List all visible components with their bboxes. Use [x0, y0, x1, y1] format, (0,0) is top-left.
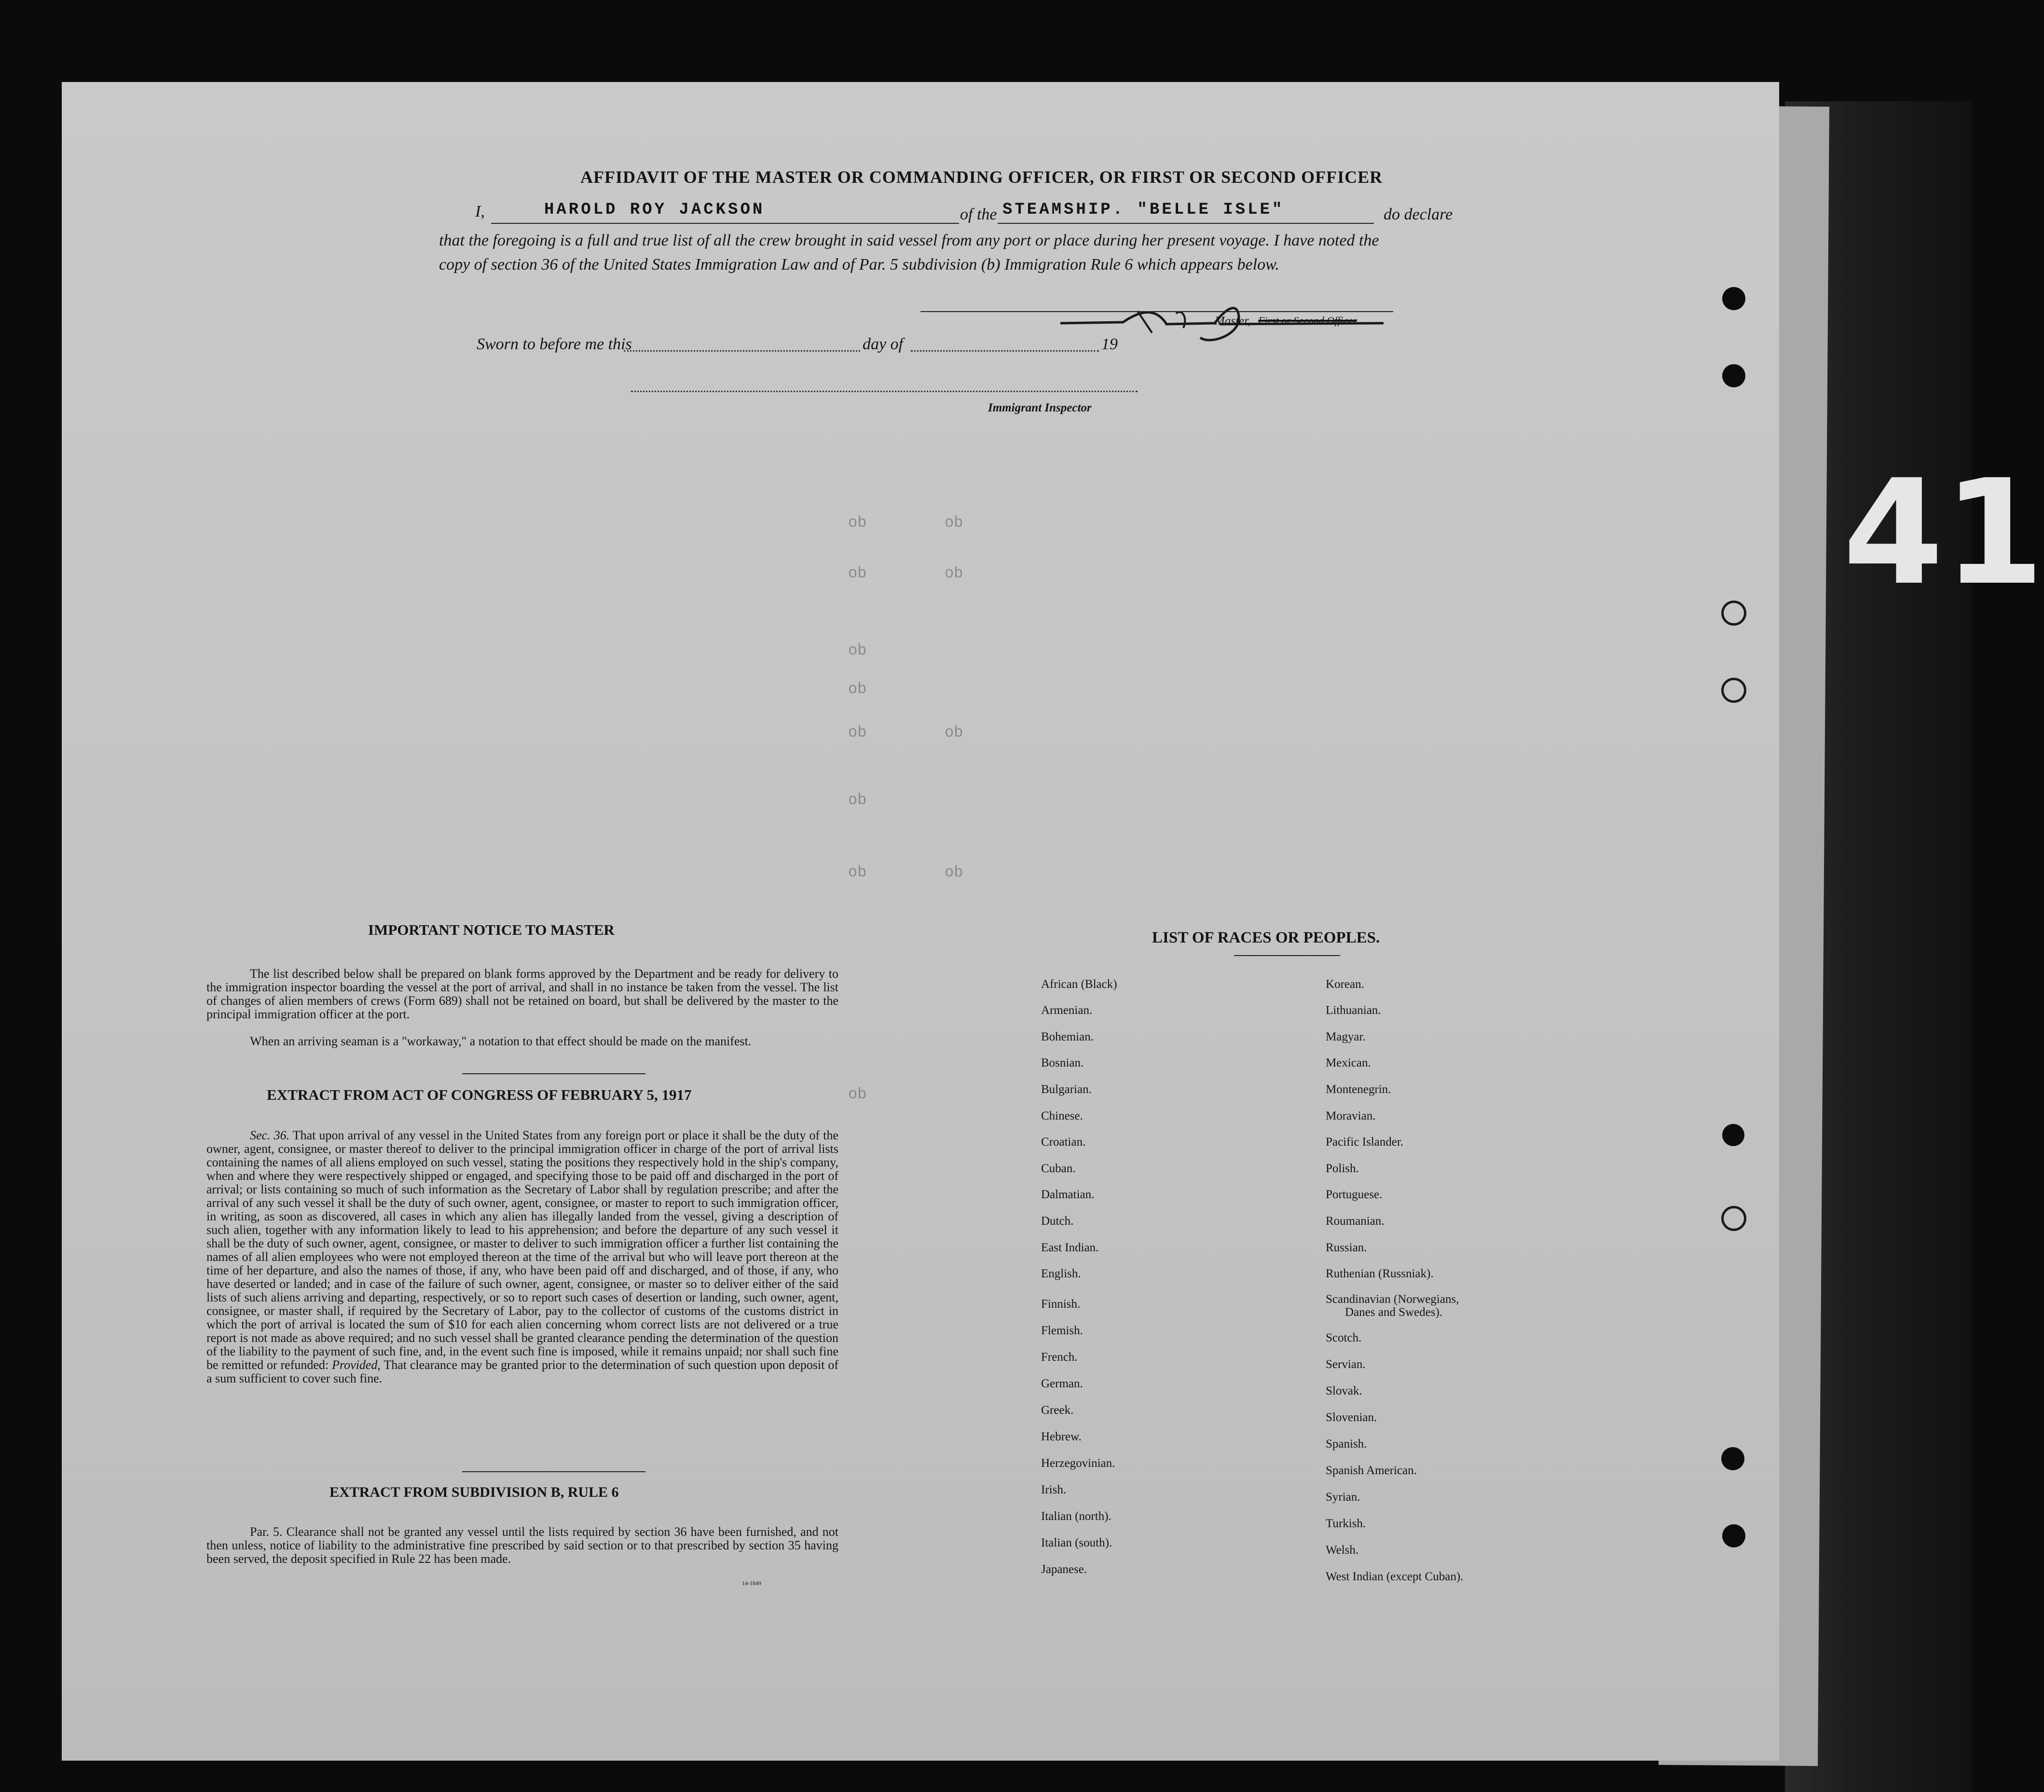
- race-item: Mexican.: [1326, 1056, 1371, 1069]
- do-declare-label: do declare: [1384, 205, 1453, 223]
- bleed-through-text: do: [848, 564, 867, 582]
- race-item: Irish.: [1041, 1483, 1067, 1496]
- notice-paragraph-1: The list described below shall be prepared on blank forms approved by the Department and be ready for delivery to the immigration inspector boarding the vessel at the port of arrival, and shall in no instance be taken from the vessel. The list of changes of alien members of crews (Form 689) shall not be retained on board, but shall be delivered by the master to the principal immigration officer at the port.: [206, 967, 838, 1021]
- race-item: Turkish.: [1326, 1517, 1366, 1530]
- race-item: Lithuanian.: [1326, 1004, 1381, 1017]
- race-item: Pacific Islander.: [1326, 1135, 1404, 1149]
- race-item: Greek.: [1041, 1404, 1074, 1417]
- binder-hole: [1722, 1524, 1745, 1547]
- race-item: Korean.: [1326, 978, 1364, 991]
- notice-title: IMPORTANT NOTICE TO MASTER: [368, 921, 615, 938]
- race-item: Italian (north).: [1041, 1510, 1111, 1523]
- inspector-signature-line: [631, 391, 1138, 392]
- manifest-page: [62, 82, 1779, 1761]
- race-item: Moravian.: [1326, 1109, 1376, 1122]
- bleed-through-text: do: [848, 863, 867, 881]
- affidavit-body-line1: that the foregoing is a full and true list of all the crew brought in said vessel from any port or place during her present voyage. I have noted the: [439, 232, 1379, 249]
- race-item: German.: [1041, 1377, 1083, 1390]
- race-item: Cuban.: [1041, 1162, 1076, 1175]
- race-item: Bohemian.: [1041, 1030, 1094, 1043]
- affidavit-title: AFFIDAVIT OF THE MASTER OR COMMANDING OFFICER, OR FIRST OR SECOND OFFICER: [580, 167, 1383, 187]
- race-item: Croatian.: [1041, 1135, 1086, 1149]
- race-item: Welsh.: [1326, 1544, 1359, 1557]
- race-item: Portuguese.: [1326, 1188, 1383, 1201]
- master-label: Master,: [1215, 315, 1251, 328]
- race-item: Scotch.: [1326, 1331, 1362, 1344]
- handwritten-margin-number: 41: [1843, 449, 2044, 617]
- vessel-underline: [998, 223, 1374, 224]
- race-item: Spanish American.: [1326, 1464, 1417, 1477]
- binder-hole: [1721, 601, 1746, 626]
- section-divider: [462, 1471, 645, 1472]
- binder-hole: [1721, 1206, 1746, 1231]
- race-item: Servian.: [1326, 1358, 1366, 1371]
- day-of-label: day of: [863, 335, 904, 353]
- act-extract-title: EXTRACT FROM ACT OF CONGRESS OF FEBRUARY 5, 1917: [267, 1086, 692, 1103]
- race-item: Spanish.: [1326, 1437, 1367, 1450]
- race-item: Ruthenian (Russniak).: [1326, 1267, 1434, 1280]
- form-number: 14-1849: [742, 1580, 761, 1587]
- race-item: East Indian.: [1041, 1241, 1099, 1254]
- rule-extract-body: Par. 5. Clearance shall not be granted any vessel until the lists required by section 36 have been furnished, and not then unless, notice of liability to the administrative fine prescribed by said section or to that prescribed by section 35 having been served, the deposit specified in Rule 22 has been made.: [206, 1525, 838, 1566]
- race-item: Roumanian.: [1326, 1215, 1385, 1228]
- race-item: Polish.: [1326, 1162, 1359, 1175]
- bleed-through-text: do: [945, 514, 963, 532]
- race-item: African (Black): [1041, 978, 1117, 991]
- name-underline: [491, 223, 959, 224]
- signature-line: [920, 311, 1393, 312]
- race-item: Armenian.: [1041, 1004, 1093, 1017]
- master-name: HAROLD ROY JACKSON: [544, 201, 765, 219]
- race-item: Flemish.: [1041, 1324, 1083, 1337]
- of-the-label: of the: [960, 205, 997, 223]
- race-item: Danes and Swedes).: [1345, 1306, 1443, 1319]
- bleed-through-text: do: [848, 680, 867, 698]
- act-extract-body: [206, 1129, 838, 1385]
- race-item: Slovak.: [1326, 1384, 1362, 1397]
- binder-hole: [1722, 364, 1745, 387]
- affidavit-i-label: I,: [475, 203, 485, 220]
- race-item: Slovenian.: [1326, 1411, 1377, 1424]
- rule-extract-title: EXTRACT FROM SUBDIVISION B, RULE 6: [329, 1484, 619, 1500]
- sworn-day-line: [624, 350, 860, 352]
- binder-hole: [1721, 1447, 1744, 1470]
- race-item: French.: [1041, 1351, 1078, 1364]
- year-label: 19: [1101, 335, 1118, 353]
- race-item: Magyar.: [1326, 1030, 1366, 1043]
- bleed-through-text: do: [848, 791, 867, 809]
- sworn-month-line: [911, 350, 1099, 352]
- bleed-through-text: do: [945, 564, 963, 582]
- race-item: Japanese.: [1041, 1563, 1087, 1576]
- bleed-through-text: do: [945, 863, 963, 881]
- notice-paragraph-2: When an arriving seaman is a "workaway," a notation to that effect should be made on the manifest.: [250, 1034, 752, 1048]
- act-body-part-a: That upon arrival of any vessel in the United States from any foreign port or place it shall be the duty of the owner, agent, consignee, or master thereof to deliver to the principal immigration officer in charge of the port of arrival lists containing the names of all aliens employed on such vessel, stating the positions they respectively hold in the ship's company, when and where they were respectively shipped or engaged, and specifying those to be paid off and discharged in the port of arrival; or lists containing so much of such information as the Secretary of Labor shall by regulation prescribe; and after the arrival of any such vessel it shall be the duty of such owner, agent, consignee, or master to report to such immigration officer, in writing, as soon as discovered, all cases in which any alien has illegally landed from the vessel, giving a description of such alien, together with any information likely to lead to his apprehension; and before the departure of any such vessel it shall be the duty of such owner, agent, consignee, or master to deliver to such immigration officer a further list containing the names of all alien employees who were not employed thereon at the time of the arrival but who will leave port thereon at the time of her departure, and also the names of those, if any, who have been paid off and discharged, and of those, if any, who have deserted or landed; and in case of the failure of such owner, agent, consignee, or master so to deliver either of the said lists of such aliens arriving and departing, respectively, or so to report such cases of desertion or landing, such owner, agent, consignee, or master shall, if required by the Secretary of Labor, pay to the collector of customs of the customs district in which the port of arrival is located the sum of $10 for each alien concerning whom correct lists are not delivered or a true report is not made as above required; and no such vessel shall be granted clearance pending the determination of the question of the liability to the payment of such fine, and, in the event such fine is imposed, while it remains unpaid; nor shall such fine be remitted or refunded:: [206, 1128, 838, 1372]
- race-item: Hebrew.: [1041, 1430, 1082, 1443]
- bleed-through-text: do: [848, 642, 867, 659]
- binder-hole: [1722, 287, 1745, 310]
- bleed-through-text: do: [848, 514, 867, 532]
- race-item: Bosnian.: [1041, 1056, 1084, 1069]
- section-label: Sec. 36.: [250, 1128, 290, 1142]
- bleed-through-text: do: [848, 1085, 867, 1103]
- race-item: Scandinavian (Norwegians,: [1326, 1293, 1459, 1306]
- race-item: English.: [1041, 1267, 1081, 1280]
- binder-hole: [1721, 678, 1746, 703]
- race-item: Herzegovinian.: [1041, 1457, 1115, 1470]
- races-title-underline: [1234, 955, 1340, 956]
- act-body-part-b: That clearance may be granted prior to the determination of such question upon deposit of a sum sufficient to cover such fine.: [206, 1358, 839, 1385]
- race-item: Syrian.: [1326, 1491, 1360, 1504]
- race-item: Finnish.: [1041, 1298, 1081, 1311]
- bleed-through-text: do: [945, 724, 963, 741]
- race-item: Bulgarian.: [1041, 1083, 1092, 1096]
- affidavit-body-line2: copy of section 36 of the United States Immigration Law and of Par. 5 subdivision (b) Immigration Rule 6 which appears below.: [439, 256, 1279, 274]
- race-item: Dalmatian.: [1041, 1188, 1095, 1201]
- binder-hole: [1722, 1124, 1744, 1146]
- race-item: Italian (south).: [1041, 1536, 1112, 1549]
- bleed-through-text: do: [848, 724, 867, 741]
- struck-officer-label: First or Second Officer: [1258, 315, 1357, 327]
- section-divider: [462, 1073, 645, 1074]
- sworn-label: Sworn to before me this: [477, 335, 632, 353]
- provided-label: Provided,: [332, 1358, 381, 1372]
- race-item: Chinese.: [1041, 1109, 1083, 1122]
- races-title: LIST OF RACES OR PEOPLES.: [1152, 929, 1380, 946]
- vessel-name: STEAMSHIP. "BELLE ISLE": [1002, 201, 1285, 219]
- race-item: Russian.: [1326, 1241, 1367, 1254]
- race-item: West Indian (except Cuban).: [1326, 1570, 1464, 1583]
- race-item: Montenegrin.: [1326, 1083, 1391, 1096]
- race-item: Dutch.: [1041, 1215, 1074, 1228]
- inspector-label: Immigrant Inspector: [988, 401, 1092, 414]
